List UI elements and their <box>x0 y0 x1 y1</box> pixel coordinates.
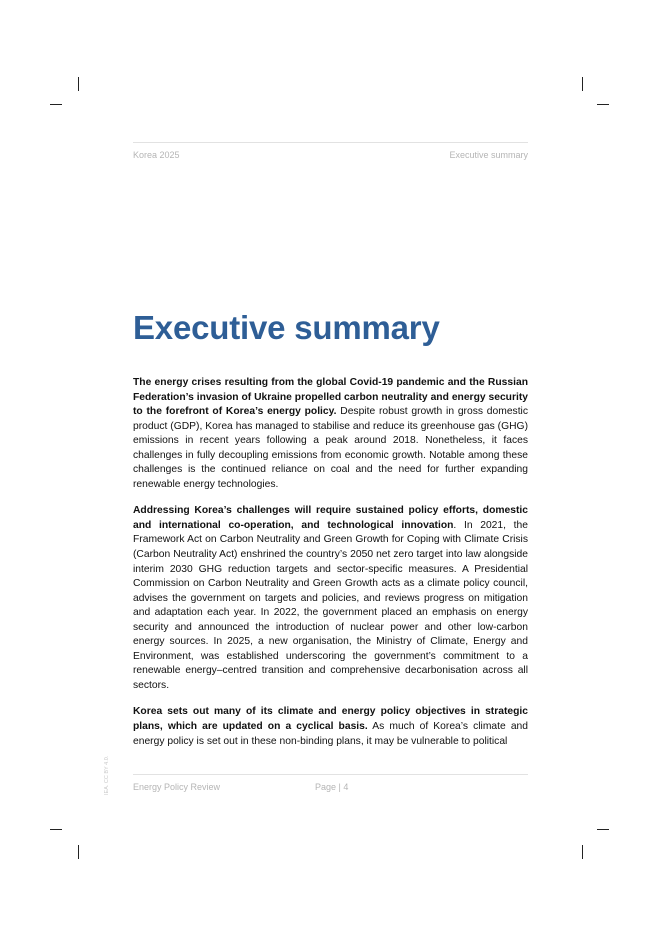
paragraph-1 <box>133 376 528 492</box>
crop-mark-top-left-horizontal <box>50 104 62 105</box>
crop-mark-top-right-horizontal <box>597 104 609 105</box>
crop-mark-bottom-right-horizontal <box>597 829 609 830</box>
paragraph-3-text: As much of Korea’s climate and energy policy is set out in these non-binding plans, it may be vulnerable to political <box>133 721 528 747</box>
paragraph-2 <box>133 504 528 693</box>
footer-page-number: Page | 4 <box>315 782 349 792</box>
license-note: IEA. CC BY 4.0. <box>104 755 110 795</box>
crop-mark-bottom-right-vertical <box>582 845 583 859</box>
header-rule <box>133 142 528 143</box>
crop-mark-bottom-left-vertical <box>78 845 79 859</box>
crop-mark-top-right-vertical <box>582 77 583 91</box>
paragraph-2-text: . In 2021, the Framework Act on Carbon Neutrality and Green Growth for Coping with Climate Crisis (Carbon Neutrality Act) enshrined the country’s 2050 net zero target into law alongside interim 2030 GHG reduction targets and sector-specific measures. A Presidential Commission on Carbon Neutrality and Green Growth acts as a climate policy council, advises the government on targets and policies, and reviews progress on mitigation and adaptation each year. In 2022, the government placed an emphasis on energy security and announced the introduction of nuclear power and other low-carbon energy sources. In 2025, a new organisation, the Ministry of Climate, Energy and Environment, was established underscoring the government’s commitment to a renewable energy–centred transition and comprehensive decarbonisation across all sectors. <box>133 519 528 691</box>
running-header-left: Korea 2025 <box>133 150 180 160</box>
footer-rule <box>133 774 528 775</box>
paragraph-2-lead: Addressing Korea’s challenges will require sustained policy efforts, domestic and international co-operation, and technological innovation <box>133 505 528 531</box>
crop-mark-bottom-left-horizontal <box>50 829 62 830</box>
paragraph-1-lead: The energy crises resulting from the global Covid-19 pandemic and the Russian Federation’s invasion of Ukraine propelled carbon neutrality and energy security to the forefront of Korea’s energy policy. <box>133 377 528 418</box>
crop-mark-top-left-vertical <box>78 77 79 91</box>
footer-publication: Energy Policy Review <box>133 782 221 792</box>
paragraph-3 <box>133 705 528 749</box>
page-title: Executive summary <box>133 309 440 346</box>
paragraph-3-lead: Korea sets out many of its climate and energy policy objectives in strategic plans, which are updated on a cyclical basis. <box>133 706 528 733</box>
running-header-right: Executive summary <box>449 150 528 160</box>
body-text <box>133 376 528 752</box>
paragraph-1-text: Despite robust growth in gross domestic product (GDP), Korea has managed to stabilise and reduce its greenhouse gas (GHG) emissions in recent years following a peak around 2018. Nonetheless, it faces challenges in fully decoupling emissions from economic growth. Notable among these challenges is the continued reliance on coal and the need for further expanding renewable energy technologies. <box>133 406 528 490</box>
